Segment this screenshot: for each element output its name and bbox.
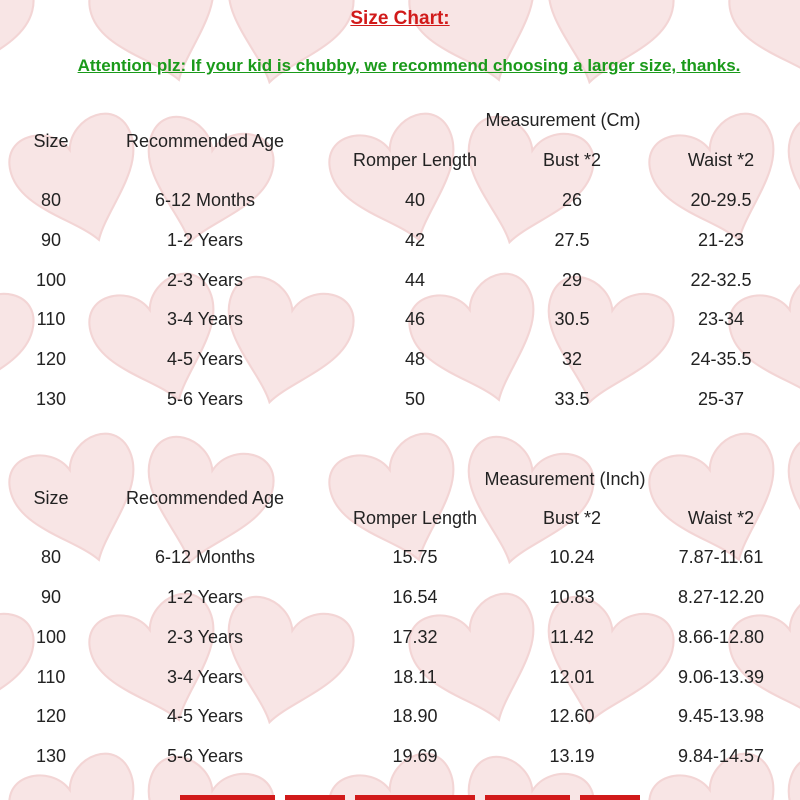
cell-romper-length: 17.32 — [392, 627, 438, 647]
cell-romper-length: 15.75 — [392, 547, 438, 567]
cell-waist: 9.45-13.98 — [677, 706, 765, 726]
cell-romper-length: 46 — [404, 309, 426, 329]
cell-romper-length: 48 — [404, 349, 426, 369]
cell-romper-length: 44 — [404, 270, 426, 290]
cell-size: 90 — [40, 587, 62, 607]
cell-waist: 23-34 — [697, 309, 745, 329]
header-waist: Waist *2 — [687, 508, 755, 528]
measurement-label: Measurement (Inch) — [484, 469, 646, 489]
cell-size: 100 — [35, 627, 67, 647]
cell-bust: 10.24 — [549, 547, 595, 567]
cell-bust: 27.5 — [554, 230, 590, 250]
cell-age: 5-6 Years — [166, 389, 244, 409]
cell-romper-length: 16.54 — [392, 587, 438, 607]
cell-size: 130 — [35, 746, 67, 766]
cell-size: 120 — [35, 706, 67, 726]
size-chart-title: Size Chart: — [350, 8, 450, 29]
cell-waist: 8.27-12.20 — [677, 587, 765, 607]
cutoff-footer-text — [180, 793, 650, 800]
cell-age: 2-3 Years — [166, 627, 244, 647]
cell-bust: 29 — [561, 270, 583, 290]
header-romper-length: Romper Length — [352, 508, 478, 528]
cell-bust: 10.83 — [549, 587, 595, 607]
cell-romper-length: 40 — [404, 190, 426, 210]
cell-waist: 24-35.5 — [690, 349, 752, 369]
measurement-label: Measurement (Cm) — [485, 110, 641, 130]
cell-size: 110 — [36, 667, 66, 687]
cell-age: 6-12 Months — [154, 547, 256, 567]
cell-romper-length: 18.11 — [393, 667, 437, 687]
cell-waist: 22-32.5 — [690, 270, 752, 290]
cell-age: 5-6 Years — [166, 746, 244, 766]
cell-size: 100 — [35, 270, 67, 290]
header-bust: Bust *2 — [542, 150, 602, 170]
cell-size: 90 — [40, 230, 62, 250]
cell-romper-length: 50 — [404, 389, 426, 409]
cell-age: 2-3 Years — [166, 270, 244, 290]
cell-size: 130 — [35, 389, 67, 409]
cell-size: 110 — [36, 309, 66, 329]
cell-age: 1-2 Years — [166, 587, 244, 607]
cell-bust: 12.01 — [549, 667, 595, 687]
header-waist: Waist *2 — [687, 150, 755, 170]
cell-bust: 33.5 — [554, 389, 590, 409]
cell-bust: 30.5 — [554, 309, 590, 329]
attention-note: Attention plz: If your kid is chubby, we recommend choosing a larger size, thanks. — [77, 56, 741, 75]
cell-age: 3-4 Years — [166, 667, 244, 687]
cell-size: 80 — [40, 547, 62, 567]
header-size: Size — [33, 131, 69, 151]
cell-bust: 26 — [561, 190, 583, 210]
cell-romper-length: 18.90 — [392, 706, 438, 726]
cell-bust: 13.19 — [549, 746, 595, 766]
cell-age: 3-4 Years — [166, 309, 244, 329]
cell-waist: 20-29.5 — [690, 190, 752, 210]
header-size: Size — [33, 488, 69, 508]
cell-size: 80 — [40, 190, 62, 210]
cell-bust: 32 — [561, 349, 583, 369]
cell-age: 1-2 Years — [166, 230, 244, 250]
cell-size: 120 — [35, 349, 67, 369]
header-age: Recommended Age — [125, 131, 285, 151]
header-age: Recommended Age — [125, 488, 285, 508]
header-bust: Bust *2 — [542, 508, 602, 528]
cell-age: 6-12 Months — [154, 190, 256, 210]
cell-age: 4-5 Years — [166, 349, 244, 369]
cell-waist: 8.66-12.80 — [677, 627, 765, 647]
cell-waist: 7.87-11.61 — [678, 547, 764, 567]
cell-bust: 11.42 — [550, 627, 594, 647]
cell-waist: 21-23 — [697, 230, 745, 250]
header-romper-length: Romper Length — [352, 150, 478, 170]
cell-waist: 9.06-13.39 — [677, 667, 765, 687]
cell-bust: 12.60 — [549, 706, 595, 726]
cell-age: 4-5 Years — [166, 706, 244, 726]
cell-romper-length: 19.69 — [392, 746, 438, 766]
cell-waist: 9.84-14.57 — [677, 746, 765, 766]
cell-romper-length: 42 — [404, 230, 426, 250]
cell-waist: 25-37 — [697, 389, 745, 409]
